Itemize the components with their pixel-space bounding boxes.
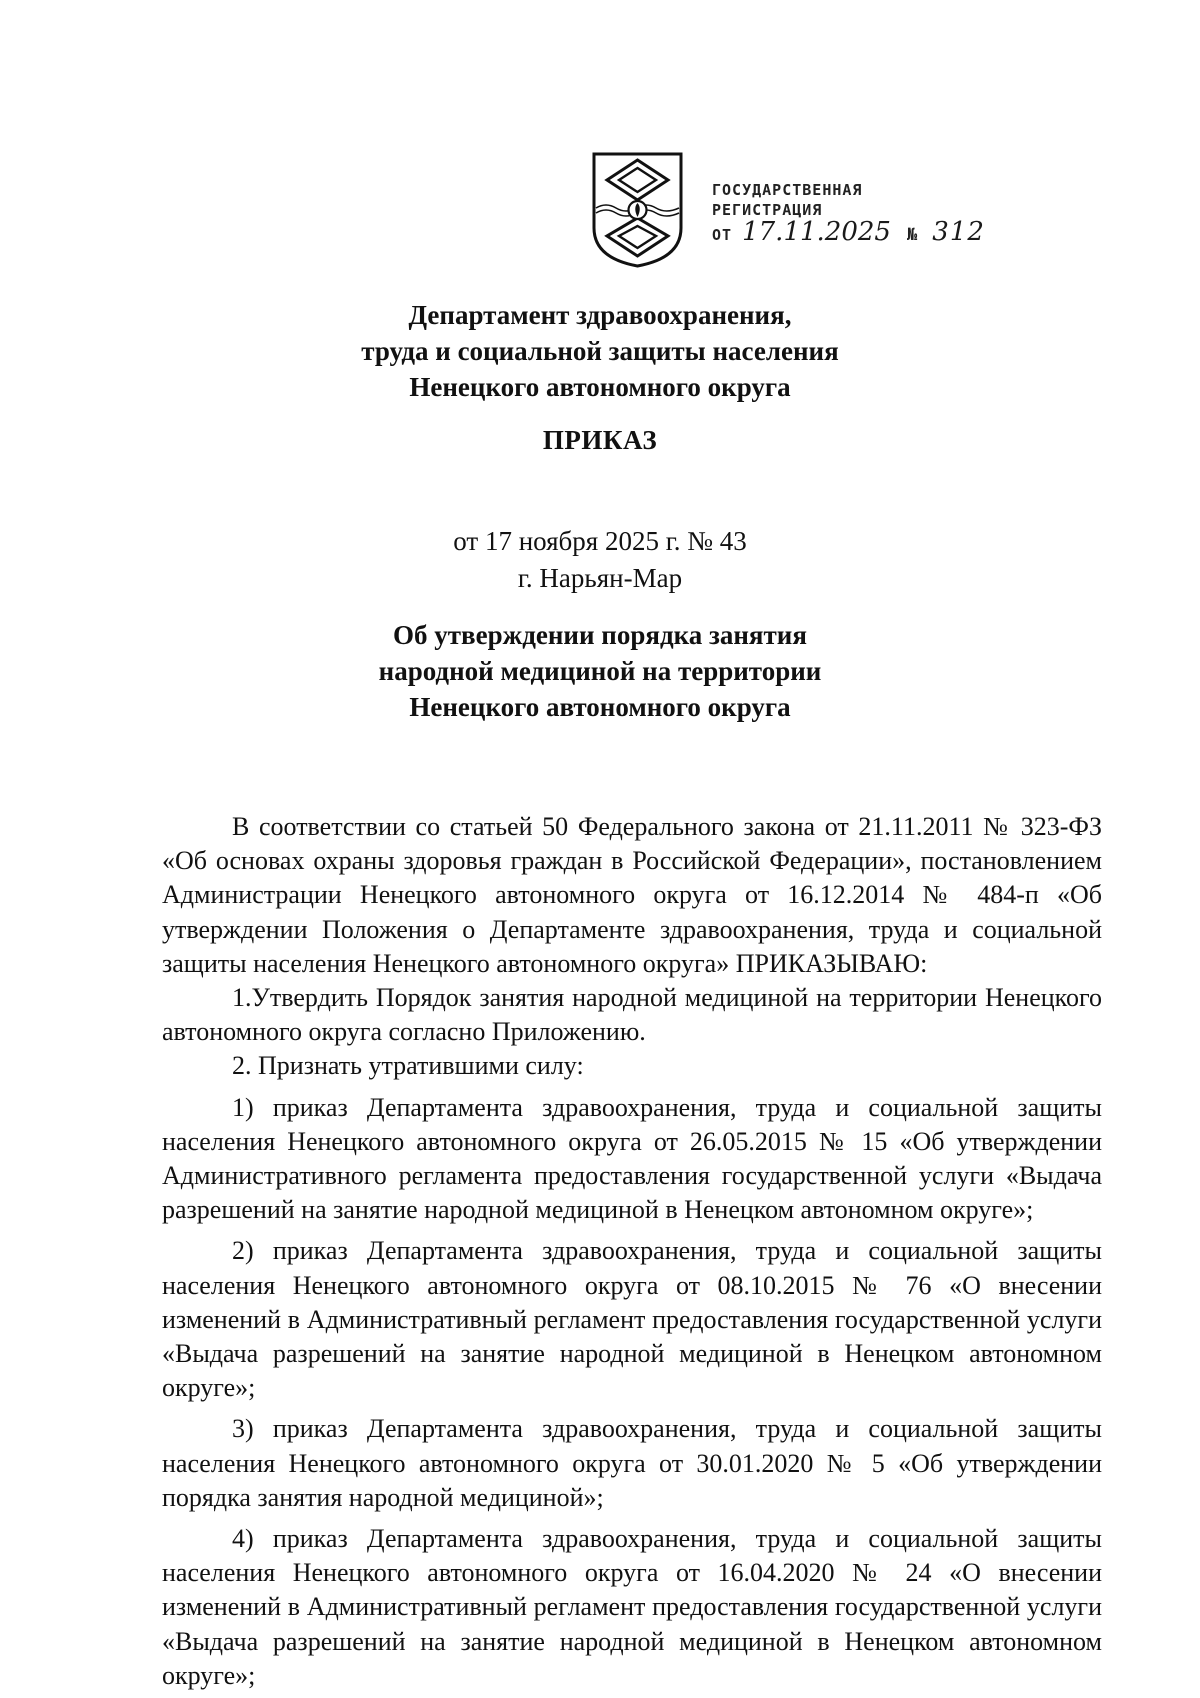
- order-subject: [0, 617, 1200, 725]
- order-date-number: от 17 ноября 2025 г. № 43: [453, 526, 747, 556]
- preamble-paragraph: В соответствии со статьей 50 Федерального закона от 21.11.2011 № 323-ФЗ «Об основах охраны здоровья граждан в Российской Федерации», постановлением Администрации Ненецкого автономного округа от 16.12.2014 № 484-п «Об утверждении Положения о Департаменте здравоохранения, труда и социальной защиты населения Ненецкого автономного округа» ПРИКАЗЫВАЮ:: [162, 812, 1102, 978]
- order-date-block: [0, 523, 1200, 597]
- subpoint-1-paragraph: 1) приказ Департамента здравоохранения, труда и социальной защиты населения Ненецкого автономного округа от 26.05.2015 № 15 «Об утверждении Административного регламента предоставления государственной услуги «Выдача разрешений на занятие народной медициной в Ненецком автономном округе»;: [162, 1092, 1102, 1225]
- department-line-3: Ненецкого автономного округа: [409, 372, 791, 402]
- stamp-handwritten-number: 312: [932, 217, 985, 247]
- order-city: г. Нарьян-Мар: [517, 563, 683, 593]
- stamp-registration-row: [712, 217, 1012, 247]
- subject-line-1: Об утверждении порядка занятия: [393, 620, 807, 650]
- point-2-paragraph: 2. Признать утратившими силу:: [232, 1051, 584, 1081]
- subject-line-2: народной медициной на территории: [378, 656, 822, 686]
- department-heading: [0, 297, 1200, 405]
- department-line-1: Департамент здравоохранения,: [408, 300, 792, 330]
- subject-line-3: Ненецкого автономного округа: [409, 692, 791, 722]
- stamp-line-2: РЕГИСТРАЦИЯ: [712, 201, 823, 219]
- subpoint-3-paragraph: 3) приказ Департамента здравоохранения, труда и социальной защиты населения Ненецкого автономного округа от 30.01.2020 № 5 «Об утверждении порядка занятия народной медициной»;: [162, 1414, 1102, 1512]
- stamp-line-1: ГОСУДАРСТВЕННАЯ: [712, 181, 863, 199]
- stamp-handwritten-date: 17.11.2025: [742, 217, 891, 247]
- subpoint-2-paragraph: 2) приказ Департамента здравоохранения, труда и социальной защиты населения Ненецкого автономного округа от 08.10.2015 № 76 «О внесении изменений в Административный регламент предоставления государственной услуги «Выдача разрешений на занятие народной медициной в Ненецком автономном округе»;: [162, 1236, 1102, 1403]
- stamp-from-label: ОТ: [712, 226, 733, 244]
- stamp-number-sign: №: [907, 225, 919, 245]
- coat-of-arms-emblem: [590, 150, 685, 270]
- point-1-paragraph: 1.Утвердить Порядок занятия народной медициной на территории Ненецкого автономного округа согласно Приложению.: [162, 983, 1102, 1047]
- subpoint-4-paragraph: 4) приказ Департамента здравоохранения, труда и социальной защиты населения Ненецкого автономного округа от 16.04.2020 № 24 «О внесении изменений в Административный регламент предоставления государственной услуги «Выдача разрешений на занятие народной медициной в Ненецком автономном округе»;: [162, 1524, 1102, 1690]
- order-body: [162, 810, 1102, 1693]
- department-line-2: труда и социальной защиты населения: [361, 336, 839, 366]
- registration-stamp: [712, 180, 1012, 247]
- document-type-title: ПРИКАЗ: [542, 425, 658, 455]
